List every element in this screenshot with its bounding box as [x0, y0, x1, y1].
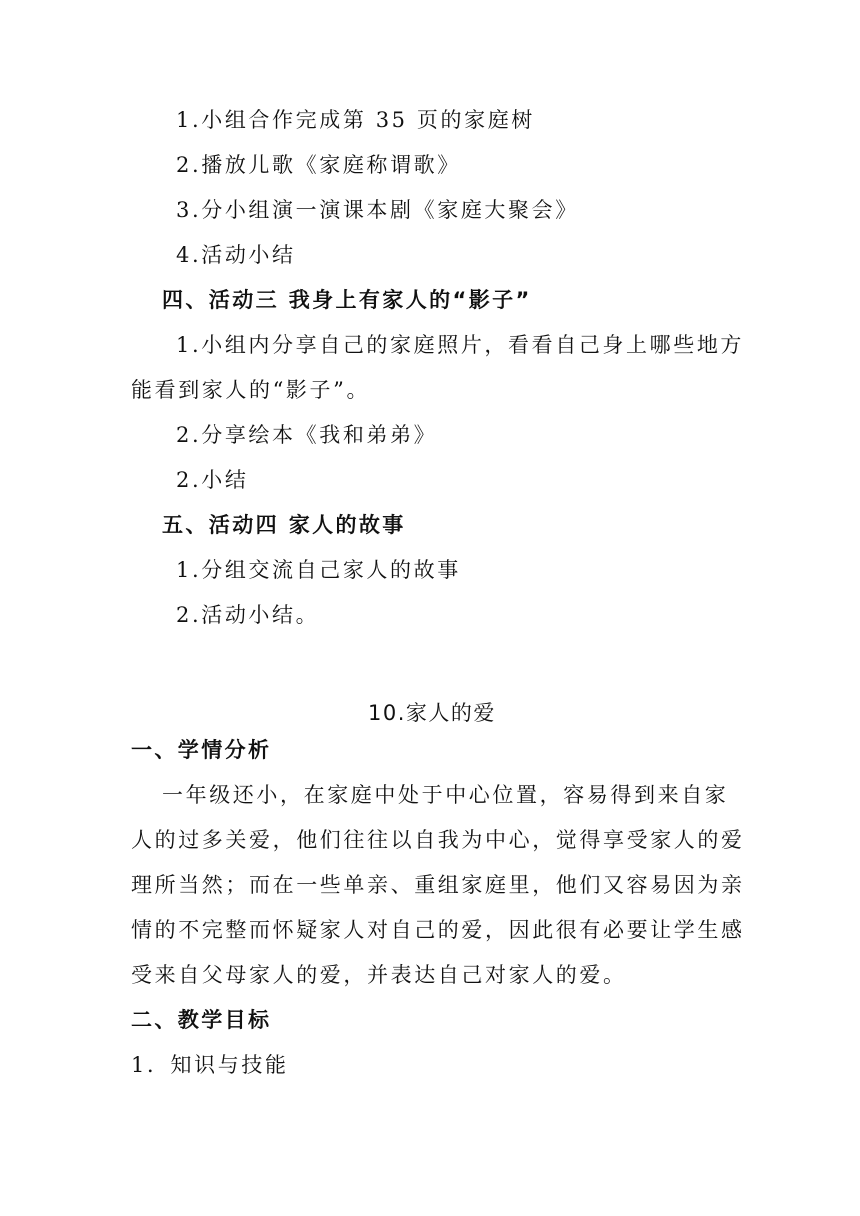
- activity3-step-2: 2.分享绘本《我和弟弟》: [176, 423, 438, 447]
- activity2-step-1: 1.小组合作完成第 35 页的家庭树: [176, 108, 535, 132]
- lesson-title: 10.家人的爱: [368, 701, 496, 725]
- activity3-step-1-cont: 能看到家人的“影子”。: [131, 378, 371, 402]
- activity4-step-2: 2.活动小结。: [176, 603, 320, 627]
- paragraph-line-2: 人的过多关爱，他们往往以自我为中心，觉得享受家人的爱: [131, 828, 745, 852]
- activity3-step-1: 1.小组内分享自己的家庭照片，看看自己身上哪些地方: [176, 333, 745, 357]
- paragraph-line-4: 情的不完整而怀疑家人对自己的爱，因此很有必要让学生感: [131, 918, 745, 942]
- activity4-step-1: 1.分组交流自己家人的故事: [176, 558, 461, 582]
- section-heading-1: 一、学情分析: [131, 738, 272, 762]
- subsection-heading: 1．知识与技能: [131, 1053, 289, 1077]
- paragraph-line-1: 一年级还小，在家庭中处于中心位置，容易得到来自家: [162, 783, 729, 807]
- activity2-step-4: 4.活动小结: [176, 243, 296, 267]
- paragraph-line-5: 受来自父母家人的爱，并表达自己对家人的爱。: [131, 963, 627, 987]
- section-heading-5: 五、活动四 家人的故事: [162, 513, 406, 537]
- activity2-step-3: 3.分小组演一演课本剧《家庭大聚会》: [176, 198, 579, 222]
- activity3-step-3: 2.小结: [176, 468, 249, 492]
- section-heading-2: 二、教学目标: [131, 1008, 272, 1032]
- paragraph-line-3: 理所当然；而在一些单亲、重组家庭里，他们又容易因为亲: [131, 873, 745, 897]
- section-heading-4: 四、活动三 我身上有家人的“影子”: [162, 288, 532, 312]
- activity2-step-2: 2.播放儿歌《家庭称谓歌》: [176, 153, 461, 177]
